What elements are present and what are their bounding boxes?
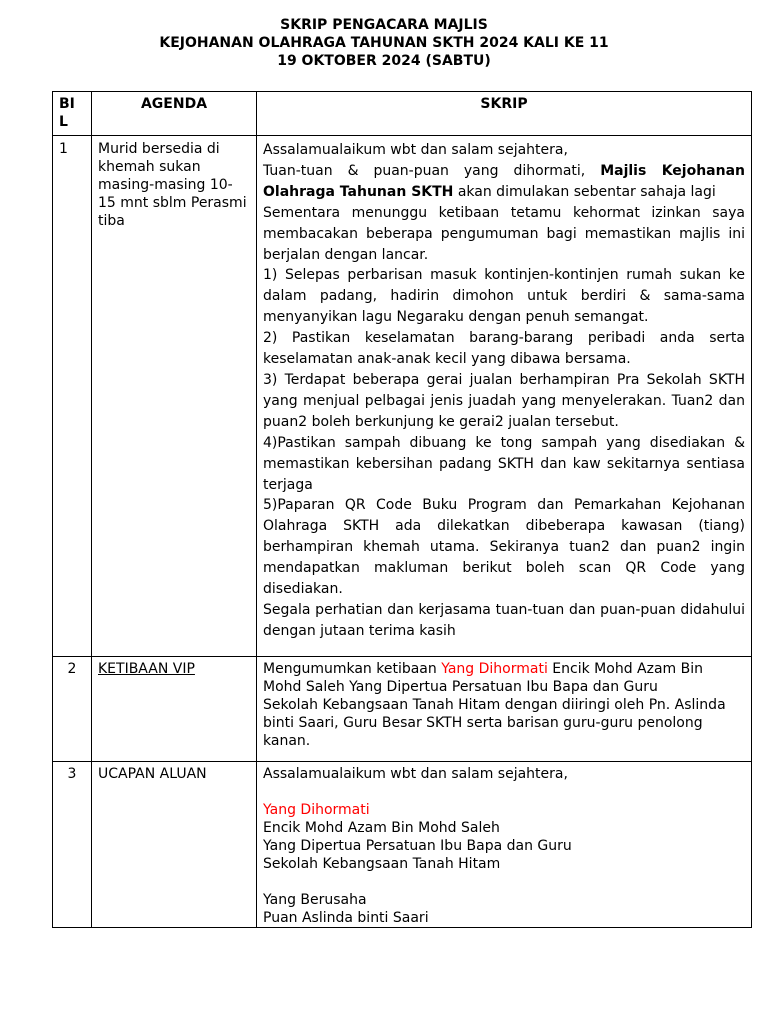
skrip-line: Puan Aslinda binti Saari <box>263 909 429 926</box>
agenda-cell: KETIBAAN VIP <box>92 656 257 761</box>
skrip-line: Assalamualaikum wbt dan salam sejahtera, <box>263 765 568 782</box>
event-name-bold: Majlis Kejohanan Olahraga Tahunan SKTH <box>263 162 746 200</box>
script-table <box>52 91 752 928</box>
skrip-paragraph: Sementara menunggu ketibaan tetamu kehormat izinkan saya membacakan beberapa pengumuman bagi memastikan majlis ini berjalan dengan lancar. <box>263 204 745 263</box>
document-header <box>0 16 768 70</box>
announcement-item: 5)Paparan QR Code Buku Program dan Pemarkahan Kejohanan Olahraga SKTH ada dilekatkan dibeberapa kawasan (tiang) berhampiran khemah utama. Sekiranya tuan2 dan puan2 ingin mendapatkan makluman berikut boleh scan QR Code yang disediakan. <box>263 497 745 598</box>
skrip-line: Yang Dipertua Persatuan Ibu Bapa dan Guru <box>263 837 572 854</box>
agenda-cell: Murid bersedia di khemah sukan masing-masing 10-15 mnt sblm Perasmi tiba <box>92 136 257 657</box>
skrip-line: Sekolah Kebangsaan Tanah Hitam <box>263 855 501 872</box>
honorific-highlight: Yang Dihormati <box>263 801 370 818</box>
announcement-item: 3) Terdapat beberapa gerai jualan berhampiran Pra Sekolah SKTH yang menjual pelbagai jenis juadah yang menyelerakan. Tuan2 dan puan2 boleh berkunjung ke gerai2 jualan tersebut. <box>263 371 745 430</box>
event-date: 19 OKTOBER 2024 (SABTU) <box>277 53 491 69</box>
column-header-bil: BI L <box>53 92 92 136</box>
announcement-item: 2) Pastikan keselamatan barang-barang peribadi anda serta keselamatan anak-anak kecil yang dibawa bersama. <box>263 330 745 368</box>
skrip-line: Encik Mohd Azam Bin Mohd Saleh <box>263 819 500 836</box>
row-number: 2 <box>53 656 92 761</box>
table-row <box>53 136 752 657</box>
announcement-item: 4)Pastikan sampah dibuang ke tong sampah yang disediakan & memastikan kebersihan padang SKTH dan kaw sekitarnya sentiasa terjaga <box>263 434 745 493</box>
skrip-line: Yang Berusaha <box>263 891 367 908</box>
honorific-highlight: Yang Dihormati <box>441 660 548 677</box>
table-header-row <box>53 92 752 136</box>
skrip-cell <box>257 656 752 761</box>
row-number: 1 <box>53 136 92 657</box>
skrip-cell <box>257 761 752 927</box>
skrip-paragraph: Assalamualaikum wbt dan salam sejahtera, <box>263 142 568 158</box>
agenda-cell: UCAPAN ALUAN <box>92 761 257 927</box>
table-row <box>53 761 752 927</box>
table-row <box>53 656 752 761</box>
skrip-paragraph: Mengumumkan ketibaan Yang Dihormati Encik Mohd Azam Bin Mohd Saleh Yang Dipertua Persatuan Ibu Bapa dan Guru <box>263 660 703 695</box>
column-header-skrip: SKRIP <box>257 92 752 136</box>
document-title: SKRIP PENGACARA MAJLIS <box>280 17 488 33</box>
skrip-paragraph: Segala perhatian dan kerjasama tuan-tuan dan puan-puan didahului dengan jutaan terima kasih <box>263 601 745 639</box>
skrip-cell <box>257 136 752 657</box>
event-title: KEJOHANAN OLAHRAGA TAHUNAN SKTH 2024 KALI KE 11 <box>159 35 609 51</box>
skrip-paragraph: Sekolah Kebangsaan Tanah Hitam dengan diiringi oleh Pn. Aslinda binti Saari, Guru Besar SKTH serta barisan guru-guru penolong kanan. <box>263 696 726 749</box>
skrip-paragraph: Tuan-tuan & puan-puan yang dihormati, Majlis Kejohanan Olahraga Tahunan SKTH akan dimulakan sebentar sahaja lagi <box>263 162 746 200</box>
column-header-agenda: AGENDA <box>92 92 257 136</box>
row-number: 3 <box>53 761 92 927</box>
announcement-item: 1) Selepas perbarisan masuk kontinjen-kontinjen rumah sukan ke dalam padang, hadirin dimohon untuk berdiri & sama-sama menyanyikan lagu Negaraku dengan penuh semangat. <box>263 267 745 326</box>
